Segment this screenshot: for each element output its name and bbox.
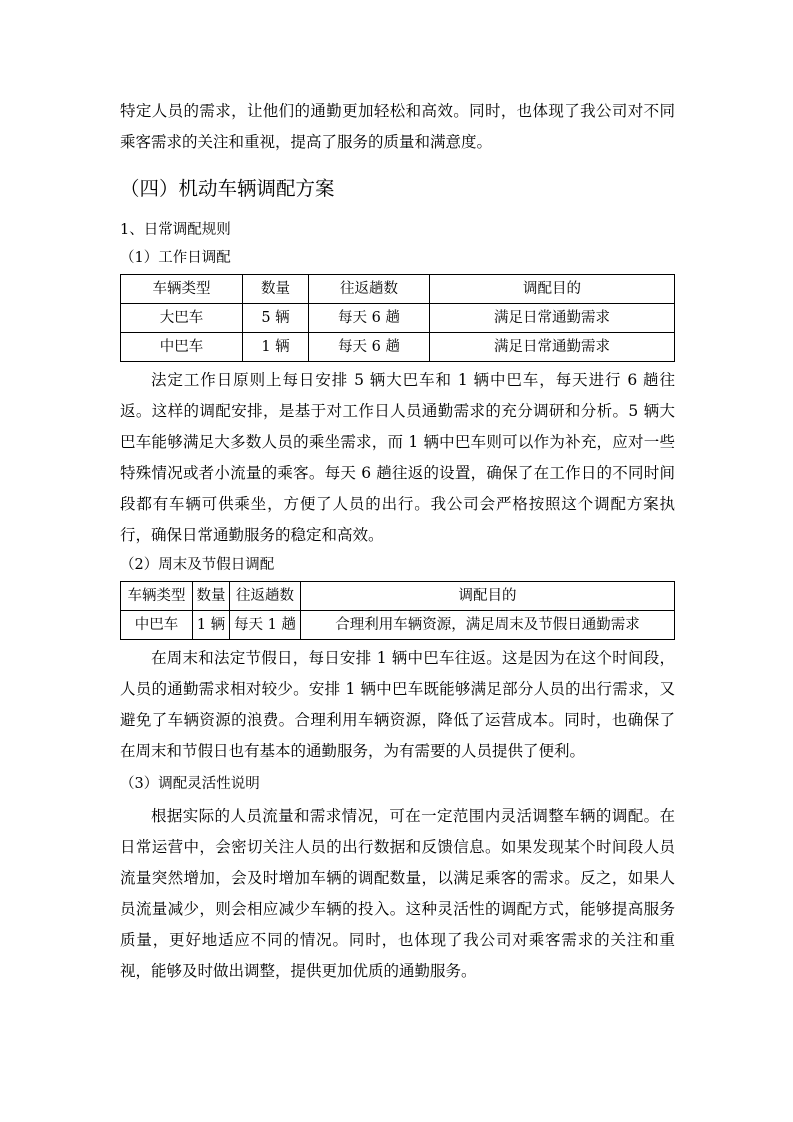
- table-cell: 每天 1 趟: [230, 611, 301, 640]
- table-cell: 满足日常通勤需求: [430, 304, 675, 333]
- subsection-title-daily-rules: 1、日常调配规则: [120, 222, 231, 238]
- table-header-cell: 数量: [193, 582, 230, 611]
- table-cell: 合理利用车辆资源，满足周末及节假日通勤需求: [301, 611, 675, 640]
- table-cell: 中巴车: [121, 611, 193, 640]
- table-header-cell: 车辆类型: [121, 582, 193, 611]
- workday-paragraph: 法定工作日原则上每日安排 5 辆大巴车和 1 辆中巴车，每天进行 6 趟往返。这样的调配安排，是基于对工作日人员通勤需求的充分调研和分析。5 辆大巴车能够满足大多数人员的乘坐需求，而 1 辆中巴车则可以作为补充，应对一些特殊情况或者小流量的乘客。每天 6 趟往返的设置，确保了在工作日的不同时间段都有车辆可供乘坐，方便了人员的出行。我公司会严格按照这个调配方案执行，确保日常通勤服务的稳定和高效。: [120, 371, 675, 544]
- intro-paragraph: 特定人员的需求，让他们的通勤更加轻松和高效。同时，也体现了我公司对不同乘客需求的关注和重视，提高了服务的质量和满意度。: [120, 102, 675, 151]
- subsection-title-flexibility: （3）调配灵活性说明: [120, 776, 260, 792]
- weekend-table: [120, 581, 675, 640]
- table-header-cell: 数量: [243, 275, 309, 304]
- table-header-cell: 调配目的: [301, 582, 675, 611]
- table-header-cell: 往返趟数: [230, 582, 301, 611]
- subsection-title-workday: （1）工作日调配: [120, 250, 231, 266]
- table-header-cell: 车辆类型: [121, 275, 243, 304]
- table-header-cell: 调配目的: [430, 275, 675, 304]
- flexibility-paragraph: 根据实际的人员流量和需求情况，可在一定范围内灵活调整车辆的调配。在日常运营中，会密切关注人员的出行数据和反馈信息。如果发现某个时间段人员流量突然增加，会及时增加车辆的调配数量，以满足乘客的需求。反之，如果人员流量减少，则会相应减少车辆的投入。这种灵活性的调配方式，能够提高服务质量，更好地适应不同的情况。同时，也体现了我公司对乘客需求的关注和重视，能够及时做出调整，提供更加优质的通勤服务。: [120, 807, 675, 980]
- table-cell: 每天 6 趟: [309, 304, 430, 333]
- workday-table: [120, 274, 675, 362]
- table-cell: 大巴车: [121, 304, 243, 333]
- weekend-paragraph: 在周末和法定节假日，每日安排 1 辆中巴车往返。这是因为在这个时间段，人员的通勤需求相对较少。安排 1 辆中巴车既能够满足部分人员的出行需求，又避免了车辆资源的浪费。合理利用车辆资源，降低了运营成本。同时，也确保了在周末和节假日也有基本的通勤服务，为有需要的人员提供了便利。: [120, 649, 675, 760]
- table-row: [121, 333, 675, 362]
- table-cell: 中巴车: [121, 333, 243, 362]
- subsection-title-weekend: （2）周末及节假日调配: [120, 557, 275, 573]
- table-header-row: [121, 582, 675, 611]
- table-row: [121, 304, 675, 333]
- table-cell: 1 辆: [243, 333, 309, 362]
- section-title: （四）机动车辆调配方案: [120, 177, 335, 200]
- table-row: [121, 611, 675, 640]
- table-cell: 5 辆: [243, 304, 309, 333]
- table-header-row: [121, 275, 675, 304]
- table-cell: 满足日常通勤需求: [430, 333, 675, 362]
- table-header-cell: 往返趟数: [309, 275, 430, 304]
- table-cell: 每天 6 趟: [309, 333, 430, 362]
- document-page: [120, 96, 675, 987]
- table-cell: 1 辆: [193, 611, 230, 640]
